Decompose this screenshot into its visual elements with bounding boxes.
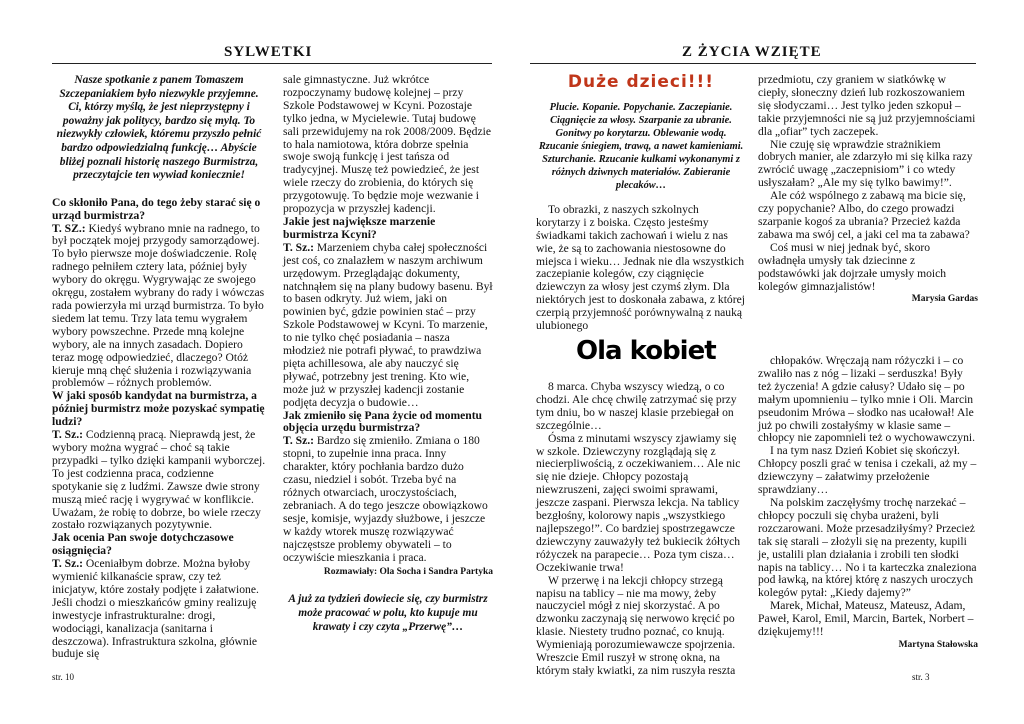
article2-signature: Martyna Stałowska [898,639,978,650]
paragraph: Nie czuję się wprawdzie strażnikiem dobrych manier, ale zdarzyło mi się kilka razy zwrócić uwagę „zaczepnisiom” i co wtedy usłyszałam? „Ale my się tylko bawimy!”. [758,137,973,190]
interview-question: Jak ocenia Pan swoje dotychczasowe osiągnięcia? [52,531,234,558]
article1-intro: Plucie. Kopanie. Popychanie. Zaczepianie. Ciągnięcie za włosy. Szarpanie za ubranie. Gonitwy po korytarzu. Oblewanie wodą. Rzucanie śniegiem, trawą, a nawet kamieniami. Szturchanie. Rzucanie kulkami wykonanymi z różnych dziwnych materiałów. Zabieranie plecaków… [538,101,744,191]
answer-text: Oceniałbym dobrze. Można byłoby wymienić kilkanaście spraw, czy też inicjatyw, które zostały podjęte i załatwione. Jeśli chodzi o mieszkańców gminy realizuję inwestycje infrastrukturalne: drogi, wodociągi, kanalizacja (sanitarna i deszczowa). Infrastruktura szkolna, głównie budujе się [52,557,259,661]
speaker-label: T. Sz.: [52,428,84,442]
article1-signature: Marysia Gardas [911,294,978,305]
article1-column-2 [758,74,978,306]
interview-body-2 [283,74,493,564]
article2-column-1 [536,381,746,678]
page-number: str. 10 [52,672,75,682]
interview-body-1 [52,197,266,662]
answer-text: Codzienną pracą. Nieprawdą jest, że wybory można wygrać – choć są takie przypadki – tylko dzięki kampanii wyborczej. To jest codzienna praca, codzienne spotykanie się z ludźmi. Zawsze dwie strony muszą mieć rację i wygrywać w konflikcie. Uważam, że robię to dobrze, bo wiele rzeczy zostało rozwiązanych pozytywnie. [52,428,266,532]
article1-column-1 [536,72,746,333]
paragraph: Ósma z minutami wszyscy zjawiamy się w szkole. Dziewczyny rozglądają się z niecierpliwością, z oczekiwaniem… Ale nic się nie dzieje. Chłopcy pozostają niewzruszeni, zajęci swoimi sprawami, jeszcze zaspani. Pierwsza lekcja. Na tablicy bezgłośny, kolorowy napis „wszystkiego najlepszego!”. Co bardziej spostrzegawcze dziewczyny zauważyły też bukiecik żółtych różyczek na parapecie… Poza tym cisza… Oczekiwanie trwa! [536,431,741,574]
interview-answer [52,429,266,532]
speaker-label: T. Sz.: [283,434,315,448]
article-column-2 [283,74,493,634]
answer-text: Kiedyś wybrano mnie na radnego, to był początek mojej przygody samorządowej. To było pierwsze moje doświadczenie. Rolę radnego pełniłem cztery lata, później były wybory do okręgu. Wygrywając ze swojego okręgu, zostałem wybrany do rady i wówczas rada powierzyła mi urząd burmistrza. To było siedem lat temu. Trzy lata temu wygrałem wybory powszechne. Przede mną kolejne wybory, ale na innych zasadach. Dopiero teraz mogę odpowiedzieć, dlaczego? Otóż kieruje mną chęć służenia i rozwiązywania problemów – różnych problemów. [52,221,265,390]
paragraph: Ale cóż wspólnego z zabawą ma bicie się, czy popychanie? Albo, do czego prowadzi szarpanie kogoś za ubrania? Przecież każda zabawa ma swój cel, a jaki cel ma ta zabawa? [758,189,970,241]
article1-text-continued [758,74,978,293]
answer-text: Bardzo się zmieniło. Zmiana o 180 stopni, to zupełnie inna praca. Inny charakter, który pochłania bardzo dużo czasu, niedziel i sobót. Trzeba być na różnych otwarciach, uroczystościach, zebraniach. A do tego jeszcze obowiązkowo sesje, komisje, wyjazdy służbowe, i jeszcze w każdy wtorek muszę rozwiązywać najczęstsze problemy obywateli – to oczywiście mieszkania i praca. [283,434,488,564]
interview-question: Jak zmieniło się Pana życie od momentu objęcia urzędu burmistrza? [283,408,483,435]
interview-answer [52,223,266,391]
section-header: Z ŻYCIA WZIĘTE [682,44,822,60]
speaker-label: T. SZ.: [52,221,86,235]
header-rule [530,63,976,64]
paragraph: I na tym nasz Dzień Kobiet się skończył. Chłopcy poszli grać w tenisa i czekali, aż my – dziewczyny – załatwimy przełożenie sprawdziany… [758,444,977,497]
paragraph: Na polskim zaczęłyśmy trochę narzekać – chłopcy poczuli się chyba urażeni, byli rozczarowani. Może przesadziłyśmy? Przecież tak się starali – złożyli się na prezenty, kupili je, ustalili plan działania i zrobili ten słodki napis na tablicy… No i ta karteczka znaleziona pod ławką, na której którę z naszych uroczych kolegów pytał: „Kiedy dajemy?” [758,495,977,600]
article2-text-continued [758,355,978,639]
article2-column-2 [758,355,978,652]
header-rule [52,63,492,64]
article1-title: Duże dzieci!!! [567,72,715,92]
paragraph: Marek, Michał, Mateusz, Mateusz, Adam, Paweł, Karol, Emil, Marcin, Bartek, Norbert – dziękujemy!!! [758,599,974,639]
authors-signature: Rozmawiały: Ola Socha i Sandra Partyka [323,567,493,578]
interview-answer [52,558,266,661]
paragraph: Coś musi w niej jednak być, skoro owładnęła umysły tak dziecinne z podstawówki jak dojrzałe umysły moich kolegów gimnazjalistów! [758,240,947,293]
section-header: SYLWETKI [224,44,313,60]
right-page [512,0,1024,724]
paragraph: 8 marca. Chyba wszyscy wiedzą, o co chodzi. Ale chcę chwilę zatrzymać się przy tym dniu, bo w naszej klasie przebiegał on szczególnie… [536,380,737,432]
article2-title: Ola kobiet [576,336,716,366]
article2-text [536,381,746,678]
speaker-label: T. Sz.: [283,240,315,254]
page-number: str. 3 [912,672,930,682]
next-issue-teaser: A już za tydzień dowiecie się, czy burmistrz może pracować w polu, kto kupuje mu krawaty i czy czyta „Przerwę”… [288,593,488,633]
interview-answer [283,435,493,564]
article-column-1 [52,74,266,661]
answer-text: Marzeniem chyba całej społeczności jest coś, co znalazłem w naszym archiwum urzędowym. Przeglądając dokumenty, natchnąłem się na plany budowy basenu. Był to basen odkryty. Już wiem, jaki on powinien być, gdzie powinien stać – przy Szkole Podstawowej w Kcyni. To marzenie, to nie tylko chęć posiadania – nasza młodzież nie potrafi pływać, to prawdziwa pięta achillesowa, ale aby nauczyć się pływać, potrzebny jest trening. Kto wie, może już w przyszłej kadencji zostanie podjęta decyzja o budowie… [283,240,493,409]
paragraph: chłopaków. Wręczają nam różyczki i – co zwaliło nas z nóg – lizaki – serduszka! Były też życzenia! A gdzie całusy? Udało się – po małym upomnieniu – tylko mnie i Oli. Marcin pseudonim Mrówa – słodko nas ucałował! Ale już po chwili zostałyśmy w klasie same – chłopcy nie zapomnieli też o wychowawczyni. [758,354,975,445]
article1-text: To obrazki, z naszych szkolnych korytarzy i z boiska. Często jesteśmy świadkami takich zachowań i wielu z nas wie, że są to zachowania niestosowne do miejsca i wieku… Jednak nie dla wszystkich zaczepianie kolegów, czy ciągnięcie dziewczyn za włosy jest czymś złym. Dla niektórych jest to doskonała zabawa, z której czerpią przyjemność porównywalną z nauką ulubionego [536,202,745,333]
interview-question: Jakie jest największe marzenie burmistrza Kcyni? [283,214,436,241]
speaker-label: T. Sz.: [52,557,84,571]
interview-question: Co skłoniło Pana, do tego żeby starać się o urząd burmistrza? [52,195,261,222]
interview-question: W jaki sposób kandydat na burmistrza, a później burmistrz może pozyskać sympatię ludzi? [52,389,265,429]
paragraph: sale gimnastyczne. Już wkrótce rozpoczynamy budowę kolejnej – przy Szkole Podstawowej w Kcyni. Pozostaje tylko jedna, w Mycielewie. Tutaj budowę sali przewidujemy na rok 2008/2009. Będzie to hala namiotowa, która dobrze spełnia swoje swoją funkcję i jest tańsza od tradycyjnej. Muszę też powiedzieć, że jest wiele rzeczy do zrobienia, do których się przygotowuję. To będzie moje wezwanie i propozycja w przyszłej kadencji. [283,73,491,216]
interview-answer [283,242,493,410]
interview-intro: Nasze spotkanie z panem Tomaszem Szczepaniakiem było niezwykle przyjemne. Ci, którzy myślą, że jest nieprzystępny i poważny jak politycy, bardzo się mylą. To niezwykły człowiek, któremu przyszło pełnić bardzo odpowiedzialną funkcję… Abyście bliżej poznali historię naszego Burmistrza, przeczytajcie ten wywiad koniecznie! [56,74,262,182]
paragraph: przedmiotu, czy graniem w siatkówkę w ciepły, słoneczny dzień lub rozkoszowaniem się słodyczami… Jest tylko jeden szkopuł – takie przyjemności nie są już przyjemnościami dla „ofiar” tych zaczepek. [758,73,976,138]
paragraph: W przerwę i na lekcji chłopcy strzegą napisu na tablicy – nie ma mowy, żeby nauczyciel mógł z niej skorzystać. A po dzwonku zaczynają się nerwowo kręcić po klasie. Niestety trudno poznać, co knują. Wymieniają porozumiewawcze spojrzenia. Wreszcie Emil ruszył w stronę okna, na którym stały kwiatki, za nim ruszyła reszta [536,573,736,677]
